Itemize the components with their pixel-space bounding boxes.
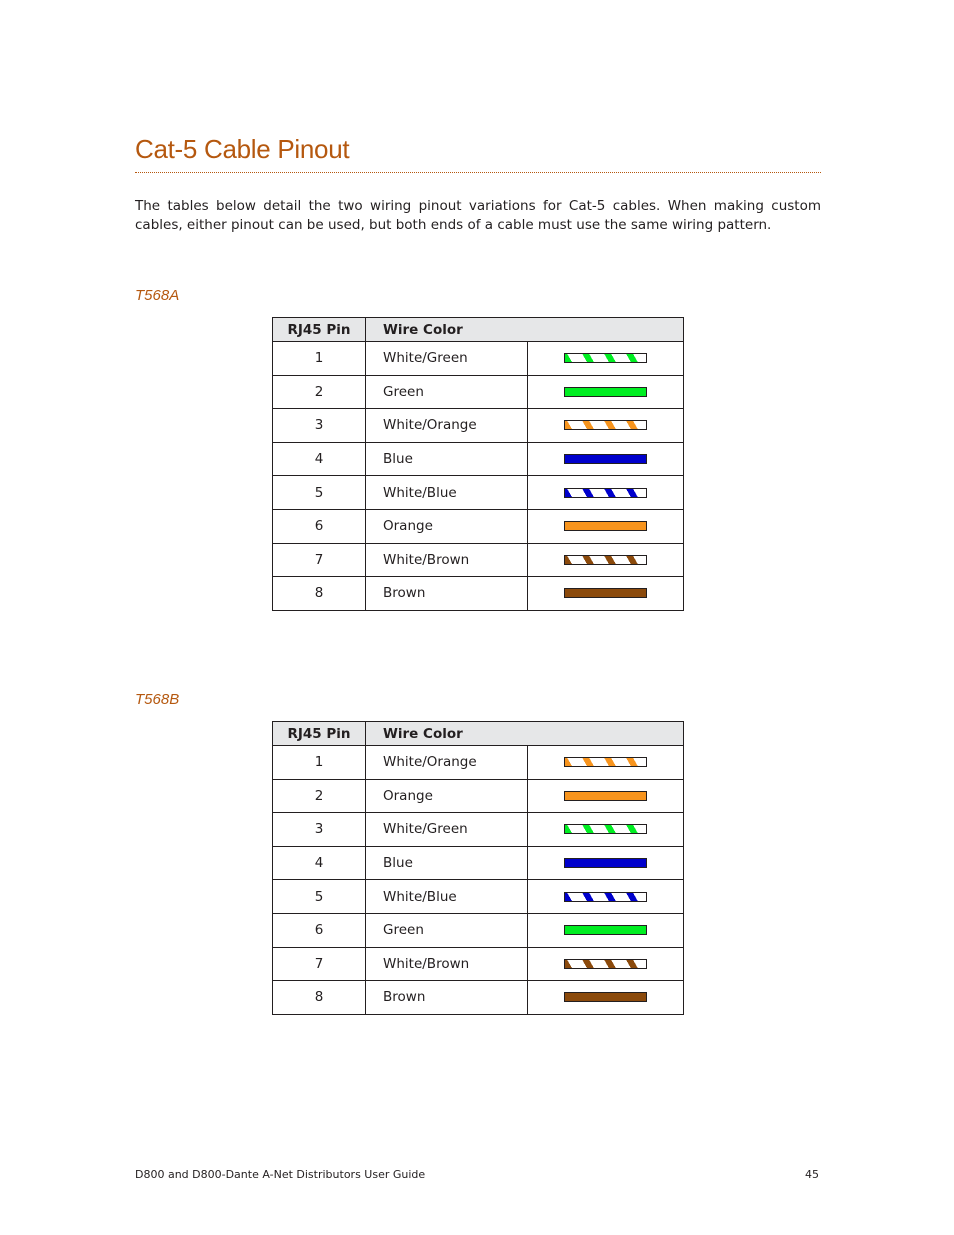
wire-swatch-cell	[528, 509, 684, 543]
striped-wire-swatch	[564, 420, 647, 430]
wire-swatch-cell	[528, 813, 684, 847]
wire-color-name: White/Blue	[366, 476, 528, 510]
wire-swatch-cell	[528, 846, 684, 880]
column-header-pin: RJ45 Pin	[273, 722, 366, 746]
wire-color-name: Blue	[366, 846, 528, 880]
wire-swatch-cell	[528, 409, 684, 443]
wire-swatch-cell	[528, 342, 684, 376]
wire-color-name: Green	[366, 913, 528, 947]
pin-number: 3	[273, 409, 366, 443]
wire-color-name: White/Brown	[366, 947, 528, 981]
wire-color-name: Orange	[366, 509, 528, 543]
column-header-pin: RJ45 Pin	[273, 318, 366, 342]
column-header-swatch	[528, 318, 684, 342]
pinout-table-t568b	[272, 721, 684, 1015]
wire-swatch-cell	[528, 880, 684, 914]
solid-wire-swatch	[564, 791, 647, 801]
striped-wire-swatch	[564, 959, 647, 969]
column-header-wire-color: Wire Color	[366, 722, 528, 746]
pin-number: 5	[273, 880, 366, 914]
pin-number: 4	[273, 442, 366, 476]
striped-wire-swatch	[564, 757, 647, 767]
intro-paragraph: The tables below detail the two wiring pinout variations for Cat-5 cables. When making custom cables, either pinout can be used, but both ends of a cable must use the same wiring pattern.	[135, 198, 821, 233]
table-row	[273, 981, 684, 1015]
wire-color-name: White/Orange	[366, 746, 528, 780]
wire-color-name: Green	[366, 375, 528, 409]
striped-wire-swatch	[564, 488, 647, 498]
table-row	[273, 947, 684, 981]
wire-swatch-cell	[528, 442, 684, 476]
pin-number: 2	[273, 375, 366, 409]
solid-wire-swatch	[564, 521, 647, 531]
striped-wire-swatch	[564, 892, 647, 902]
column-header-swatch	[528, 722, 684, 746]
section-label-t568a: T568A	[135, 287, 180, 304]
footer-page-number: 45	[805, 1168, 819, 1181]
wire-color-name: White/Orange	[366, 409, 528, 443]
pin-number: 5	[273, 476, 366, 510]
table-row	[273, 476, 684, 510]
wire-swatch-cell	[528, 981, 684, 1015]
table-row	[273, 880, 684, 914]
table-header-row	[273, 722, 684, 746]
wire-swatch-cell	[528, 746, 684, 780]
wire-color-name: White/Brown	[366, 543, 528, 577]
pin-number: 1	[273, 342, 366, 376]
table-row	[273, 577, 684, 611]
table-row	[273, 779, 684, 813]
table-row	[273, 846, 684, 880]
solid-wire-swatch	[564, 588, 647, 598]
table-row	[273, 509, 684, 543]
title-divider	[135, 172, 821, 173]
striped-wire-swatch	[564, 824, 647, 834]
wire-swatch-cell	[528, 577, 684, 611]
wire-color-name: White/Green	[366, 813, 528, 847]
page-title: Cat-5 Cable Pinout	[135, 134, 350, 164]
wire-swatch-cell	[528, 947, 684, 981]
wire-swatch-cell	[528, 476, 684, 510]
pin-number: 2	[273, 779, 366, 813]
wire-color-name: Orange	[366, 779, 528, 813]
solid-wire-swatch	[564, 454, 647, 464]
pin-number: 7	[273, 947, 366, 981]
pin-number: 8	[273, 577, 366, 611]
table-header-row	[273, 318, 684, 342]
solid-wire-swatch	[564, 387, 647, 397]
table-row	[273, 442, 684, 476]
pin-number: 7	[273, 543, 366, 577]
solid-wire-swatch	[564, 992, 647, 1002]
pin-number: 4	[273, 846, 366, 880]
solid-wire-swatch	[564, 858, 647, 868]
wire-color-name: White/Green	[366, 342, 528, 376]
table-row	[273, 375, 684, 409]
table-row	[273, 543, 684, 577]
wire-swatch-cell	[528, 543, 684, 577]
column-header-wire-color: Wire Color	[366, 318, 528, 342]
wire-swatch-cell	[528, 913, 684, 947]
section-label-t568b: T568B	[135, 691, 180, 708]
table-row	[273, 913, 684, 947]
wire-color-name: Brown	[366, 981, 528, 1015]
pin-number: 1	[273, 746, 366, 780]
wire-swatch-cell	[528, 779, 684, 813]
wire-color-name: Blue	[366, 442, 528, 476]
table-row	[273, 746, 684, 780]
table-row	[273, 342, 684, 376]
pinout-table-t568a	[272, 317, 684, 611]
solid-wire-swatch	[564, 925, 647, 935]
pin-number: 6	[273, 913, 366, 947]
table-row	[273, 813, 684, 847]
striped-wire-swatch	[564, 353, 647, 363]
pin-number: 8	[273, 981, 366, 1015]
table-row	[273, 409, 684, 443]
striped-wire-swatch	[564, 555, 647, 565]
wire-swatch-cell	[528, 375, 684, 409]
wire-color-name: White/Blue	[366, 880, 528, 914]
pin-number: 6	[273, 509, 366, 543]
pin-number: 3	[273, 813, 366, 847]
footer-document-title: D800 and D800-Dante A-Net Distributors User Guide	[135, 1168, 426, 1181]
wire-color-name: Brown	[366, 577, 528, 611]
